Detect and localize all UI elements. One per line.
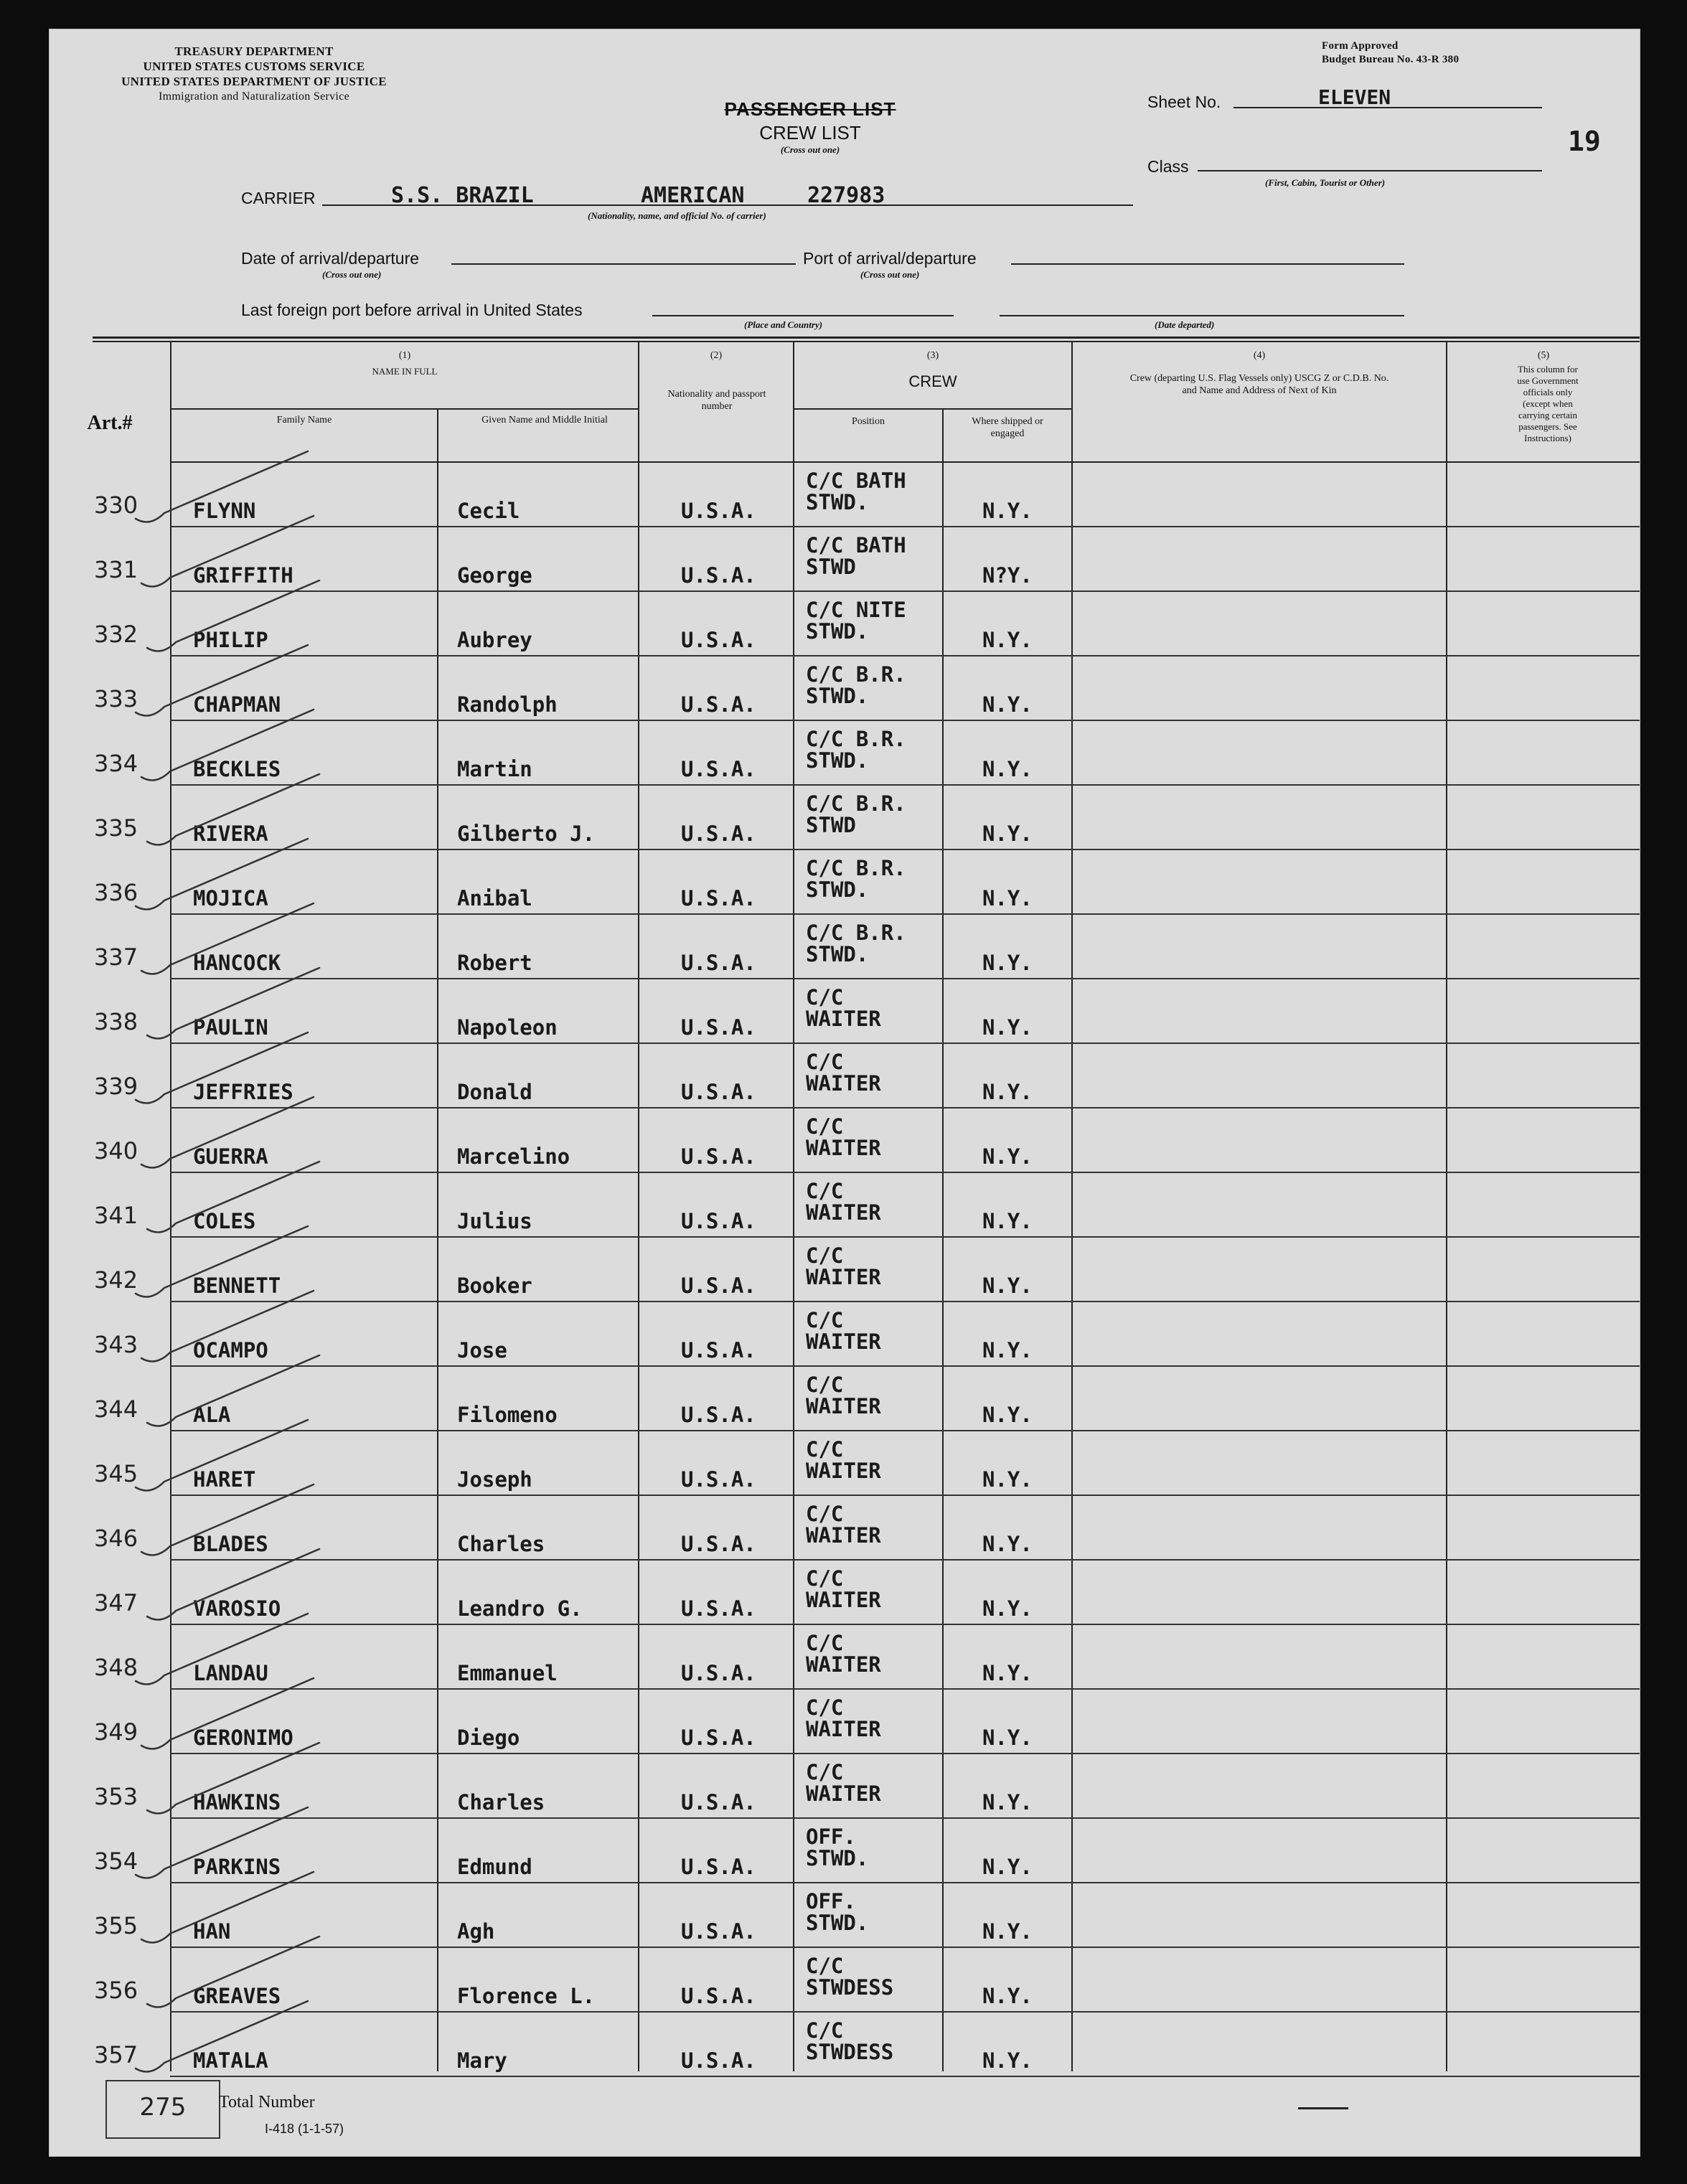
last-foreign-port-label: Last foreign port before arrival in United States <box>241 301 583 319</box>
given-name: Booker <box>457 1274 532 1298</box>
table-row <box>50 1948 1640 2013</box>
table-row <box>50 1625 1640 1690</box>
position-line-2: WAITER <box>806 1007 881 1031</box>
position-line-1: C/C BATH <box>806 533 906 557</box>
given-name: Edmund <box>457 1855 532 1879</box>
table-row <box>50 1302 1640 1367</box>
position-line-1: C/C <box>806 1631 844 1655</box>
crew-list-title: CREW LIST <box>759 122 861 143</box>
position-line-1: C/C <box>806 1760 844 1784</box>
family-name: BENNETT <box>193 1274 281 1298</box>
art-number: 357 <box>94 2041 138 2068</box>
position-line-2: STWD. <box>806 877 869 902</box>
family-name: GREAVES <box>193 1984 281 2008</box>
date-arrival-label: Date of arrival/departure <box>241 249 420 268</box>
position-line-1: C/C B.R. <box>806 791 906 816</box>
position-line-1: C/C B.R. <box>806 921 906 945</box>
family-name: BLADES <box>193 1532 268 1556</box>
family-name: HAN <box>193 1919 231 1944</box>
given-name: Martin <box>457 757 532 781</box>
art-number: 341 <box>94 1202 138 1229</box>
position-line-1: C/C <box>806 1050 844 1074</box>
position-line-2: STWDESS <box>806 1975 894 2000</box>
nationality: U.S.A. <box>681 1532 756 1556</box>
art-number: 334 <box>94 750 138 777</box>
last-port-note: (Place and Country) <box>744 319 823 330</box>
nationality: U.S.A. <box>681 1403 756 1427</box>
table-row <box>50 915 1640 979</box>
position-line-2: WAITER <box>806 1200 881 1225</box>
position-line-2: WAITER <box>806 1394 881 1418</box>
given-name: Aubrey <box>457 628 532 652</box>
passenger-list-struck: PASSENGER LIST <box>724 98 896 120</box>
form-number: I-418 (1-1-57) <box>265 2122 344 2136</box>
where-shipped: N.Y. <box>982 1855 1033 1879</box>
crew-list-form <box>49 29 1640 2157</box>
where-shipped: N?Y. <box>982 563 1033 588</box>
family-name: PAULIN <box>193 1015 268 1040</box>
where-shipped: N.Y. <box>982 1274 1033 1298</box>
nationality: U.S.A. <box>681 1661 756 1685</box>
position-line-2: STWD <box>806 813 856 837</box>
carrier-nationality: AMERICAN <box>641 183 745 208</box>
form-approved-line-1: Form Approved <box>1322 40 1399 52</box>
nationality: U.S.A. <box>681 1790 756 1814</box>
position-line-2: STWD. <box>806 942 869 966</box>
nationality: U.S.A. <box>681 1855 756 1879</box>
where-shipped: N.Y. <box>982 1209 1033 1233</box>
class-note: (First, Cabin, Tourist or Other) <box>1265 177 1386 188</box>
position-line-2: STWD <box>806 555 856 579</box>
where-shipped: N.Y. <box>982 822 1033 846</box>
form-title <box>695 98 925 156</box>
art-number: 340 <box>94 1137 138 1164</box>
table-row <box>50 527 1640 592</box>
nationality: U.S.A. <box>681 1919 756 1944</box>
position-line-1: C/C NITE <box>806 598 906 622</box>
total-number-box <box>105 2080 220 2139</box>
given-name: Donald <box>457 1080 532 1104</box>
position-line-2: STWD. <box>806 684 869 708</box>
nationality: U.S.A. <box>681 1274 756 1298</box>
sheet-no-value: ELEVEN <box>1318 85 1391 109</box>
family-name: COLES <box>193 1209 256 1233</box>
position-line-1: C/C <box>806 1695 844 1720</box>
nationality: U.S.A. <box>681 1596 756 1621</box>
where-shipped: N.Y. <box>982 886 1033 910</box>
art-number: 343 <box>94 1331 138 1358</box>
table-row <box>50 1044 1640 1109</box>
art-number: 333 <box>94 685 138 712</box>
where-shipped-header: Where shipped or engaged <box>972 416 1043 439</box>
nationality: U.S.A. <box>681 1467 756 1492</box>
position-line-1: C/C <box>806 2018 844 2043</box>
where-shipped: N.Y. <box>982 1790 1033 1814</box>
given-name: Florence L. <box>457 1984 596 2008</box>
carrier-name: S.S. BRAZIL <box>391 183 534 208</box>
family-name: MATALA <box>193 2048 268 2073</box>
given-name: Emmanuel <box>457 1661 558 1685</box>
col4-description: Crew (departing U.S. Flag Vessels only) USCG Z or C.D.B. No. and Name and Address of Next of Kin <box>1129 373 1389 396</box>
position-header: Position <box>852 416 885 427</box>
table-row <box>50 463 1640 527</box>
col1-title: NAME IN FULL <box>372 366 438 377</box>
nationality: U.S.A. <box>681 1144 756 1169</box>
where-shipped: N.Y. <box>982 1661 1033 1685</box>
given-name: Napoleon <box>457 1015 558 1040</box>
position-line-1: C/C <box>806 1373 844 1397</box>
art-number: 332 <box>94 621 138 648</box>
position-line-2: WAITER <box>806 1717 881 1741</box>
nationality: U.S.A. <box>681 951 756 975</box>
table-row <box>50 1238 1640 1302</box>
art-number: 355 <box>94 1912 138 1939</box>
table-row <box>50 1367 1640 1431</box>
nationality: U.S.A. <box>681 757 756 781</box>
col2-number: (2) <box>710 350 723 361</box>
position-line-2: STWDESS <box>806 2040 894 2064</box>
where-shipped: N.Y. <box>982 1919 1033 1944</box>
position-line-2: STWD. <box>806 748 869 773</box>
given-name: Julius <box>457 1209 532 1233</box>
nationality: U.S.A. <box>681 692 756 717</box>
position-line-2: WAITER <box>806 1588 881 1612</box>
family-name: VAROSIO <box>193 1596 281 1621</box>
family-name: PARKINS <box>193 1855 281 1879</box>
family-name: FLYNN <box>193 499 256 523</box>
nationality: U.S.A. <box>681 1984 756 2008</box>
where-shipped: N.Y. <box>982 1467 1033 1492</box>
nationality-header: Nationality and passport number <box>667 389 766 412</box>
sheet-no-label: Sheet No. <box>1147 93 1221 111</box>
position-line-2: WAITER <box>806 1071 881 1096</box>
position-line-2: WAITER <box>806 1781 881 1806</box>
position-line-1: C/C B.R. <box>806 662 906 687</box>
agency-header <box>100 44 408 104</box>
art-number: 339 <box>94 1073 138 1100</box>
nationality: U.S.A. <box>681 2048 756 2073</box>
position-line-2: WAITER <box>806 1136 881 1160</box>
nationality: U.S.A. <box>681 1080 756 1104</box>
budget-bureau-number: Budget Bureau No. 43-R 380 <box>1322 54 1460 65</box>
position-line-2: STWD. <box>806 490 869 514</box>
table-row <box>50 1561 1640 1625</box>
position-line-1: C/C <box>806 1114 844 1139</box>
art-number: 330 <box>94 491 138 519</box>
col4-number: (4) <box>1253 350 1266 361</box>
port-arrival-label: Port of arrival/departure <box>803 249 977 268</box>
table-row <box>50 1496 1640 1561</box>
where-shipped: N.Y. <box>982 1984 1033 2008</box>
family-name: RIVERA <box>193 822 268 846</box>
nationality: U.S.A. <box>681 886 756 910</box>
art-number: 353 <box>94 1783 138 1810</box>
family-name: GRIFFITH <box>193 563 293 588</box>
table-row <box>50 656 1640 721</box>
position-line-1: OFF. <box>806 1825 856 1849</box>
art-number: 335 <box>94 814 138 842</box>
family-name-header: Family Name <box>276 415 332 425</box>
table-row <box>50 786 1640 850</box>
table-row <box>50 1883 1640 1948</box>
family-name: LANDAU <box>193 1661 268 1685</box>
art-number: 354 <box>94 1848 138 1875</box>
position-line-1: C/C <box>806 1502 844 1526</box>
col5-description: This column for use Government officials only (except when carrying certain passengers. See Instructions) <box>1517 364 1579 443</box>
table-row <box>50 1431 1640 1496</box>
nationality: U.S.A. <box>681 563 756 588</box>
given-name: Mary <box>457 2048 507 2073</box>
position-line-1: C/C B.R. <box>806 856 906 880</box>
total-number-label: Total Number <box>219 2093 315 2112</box>
art-number: 346 <box>94 1525 138 1552</box>
given-name: George <box>457 563 532 588</box>
where-shipped: N.Y. <box>982 1015 1033 1040</box>
where-shipped: N.Y. <box>982 1080 1033 1104</box>
where-shipped: N.Y. <box>982 628 1033 652</box>
agency-line-4: Immigration and Naturalization Service <box>159 90 349 103</box>
family-name: HARET <box>193 1467 256 1492</box>
table-row <box>50 1109 1640 1173</box>
position-line-1: C/C B.R. <box>806 727 906 751</box>
port-arrival-note: (Cross out one) <box>860 269 920 280</box>
table-row <box>50 850 1640 915</box>
art-number: 344 <box>94 1395 138 1423</box>
nationality: U.S.A. <box>681 1209 756 1233</box>
family-name: ALA <box>193 1403 231 1427</box>
given-name: Randolph <box>457 692 558 717</box>
carrier-official-no: 227983 <box>807 183 885 208</box>
art-number: 345 <box>94 1460 138 1487</box>
table-row <box>50 1173 1640 1238</box>
family-name: OCAMPO <box>193 1338 268 1362</box>
given-name: Diego <box>457 1726 520 1750</box>
nationality: U.S.A. <box>681 1338 756 1362</box>
title-cross-out-note: (Cross out one) <box>780 144 840 155</box>
nationality: U.S.A. <box>681 822 756 846</box>
position-line-2: WAITER <box>806 1523 881 1548</box>
given-name: Anibal <box>457 886 532 910</box>
agency-line-2: UNITED STATES CUSTOMS SERVICE <box>143 60 365 73</box>
where-shipped: N.Y. <box>982 1403 1033 1427</box>
carrier-label: CARRIER <box>241 189 316 207</box>
art-number: 338 <box>94 1008 138 1035</box>
given-name: Gilberto J. <box>457 822 596 846</box>
date-arrival-note: (Cross out one) <box>322 269 382 280</box>
table-row <box>50 1754 1640 1819</box>
position-line-1: C/C <box>806 1437 844 1462</box>
art-number: 331 <box>94 556 138 583</box>
col1-number: (1) <box>398 350 411 361</box>
where-shipped: N.Y. <box>982 2048 1033 2073</box>
class-label: Class <box>1147 157 1189 176</box>
position-line-1: C/C BATH <box>806 469 906 493</box>
family-name: PHILIP <box>193 628 268 652</box>
where-shipped: N.Y. <box>982 1532 1033 1556</box>
total-number-value: 275 <box>139 2093 187 2122</box>
where-shipped: N.Y. <box>982 951 1033 975</box>
art-number: 337 <box>94 943 138 971</box>
where-shipped: N.Y. <box>982 1338 1033 1362</box>
form-approved <box>1322 39 1459 67</box>
family-name: CHAPMAN <box>193 692 281 717</box>
given-name: Jose <box>457 1338 507 1362</box>
art-number: 349 <box>94 1718 138 1746</box>
table-row <box>50 592 1640 656</box>
where-shipped: N.Y. <box>982 757 1033 781</box>
art-column-header: Art.# <box>87 412 133 434</box>
where-shipped: N.Y. <box>982 692 1033 717</box>
nationality: U.S.A. <box>681 499 756 523</box>
family-name: BECKLES <box>193 757 281 781</box>
family-name: HAWKINS <box>193 1790 281 1814</box>
given-name: Robert <box>457 951 532 975</box>
col3-number: (3) <box>926 350 939 361</box>
art-number: 348 <box>94 1654 138 1681</box>
position-line-1: C/C <box>806 985 844 1009</box>
family-name: MOJICA <box>193 886 268 910</box>
table-row <box>50 1690 1640 1754</box>
art-number: 342 <box>94 1266 138 1294</box>
agency-line-3: UNITED STATES DEPARTMENT OF JUSTICE <box>121 75 387 88</box>
crew-rows <box>50 463 1640 2077</box>
family-name: JEFFRIES <box>193 1080 293 1104</box>
table-row <box>50 979 1640 1044</box>
nationality: U.S.A. <box>681 628 756 652</box>
given-name: Cecil <box>457 499 520 523</box>
position-line-2: WAITER <box>806 1265 881 1289</box>
position-line-1: C/C <box>806 1954 844 1978</box>
family-name: HANCOCK <box>193 951 281 975</box>
date-departed-note: (Date departed) <box>1155 319 1215 330</box>
given-name: Charles <box>457 1790 545 1814</box>
given-name: Marcelino <box>457 1144 570 1169</box>
art-number: 347 <box>94 1589 138 1616</box>
position-line-2: STWD. <box>806 1911 869 1935</box>
position-line-1: C/C <box>806 1308 844 1332</box>
family-name: GERONIMO <box>193 1726 293 1750</box>
where-shipped: N.Y. <box>982 1726 1033 1750</box>
family-name: GUERRA <box>193 1144 268 1169</box>
page-mark: 19 <box>1568 126 1601 157</box>
table-row <box>50 721 1640 786</box>
given-name: Agh <box>457 1919 495 1944</box>
nationality: U.S.A. <box>681 1015 756 1040</box>
col5-number: (5) <box>1537 350 1550 361</box>
position-line-2: WAITER <box>806 1459 881 1483</box>
position-line-1: C/C <box>806 1566 844 1591</box>
crew-header: CREW <box>908 372 957 390</box>
art-number: 356 <box>94 1977 138 2004</box>
position-line-1: C/C <box>806 1179 844 1203</box>
position-line-1: C/C <box>806 1243 844 1268</box>
table-row <box>50 1819 1640 1883</box>
position-line-1: OFF. <box>806 1889 856 1914</box>
given-name: Joseph <box>457 1467 532 1492</box>
given-name: Leandro G. <box>457 1596 583 1621</box>
agency-line-1: TREASURY DEPARTMENT <box>174 44 334 58</box>
art-number: 336 <box>94 879 138 906</box>
where-shipped: N.Y. <box>982 499 1033 523</box>
where-shipped: N.Y. <box>982 1596 1033 1621</box>
position-line-2: WAITER <box>806 1329 881 1354</box>
where-shipped: N.Y. <box>982 1144 1033 1169</box>
given-name: Filomeno <box>457 1403 558 1427</box>
given-name-header: Given Name and Middle Initial <box>481 415 608 425</box>
nationality: U.S.A. <box>681 1726 756 1750</box>
position-line-2: STWD. <box>806 619 869 644</box>
carrier-note: (Nationality, name, and official No. of carrier) <box>588 210 766 221</box>
given-name: Charles <box>457 1532 545 1556</box>
position-line-2: STWD. <box>806 1846 869 1870</box>
table-row <box>50 2013 1640 2077</box>
position-line-2: WAITER <box>806 1652 881 1677</box>
